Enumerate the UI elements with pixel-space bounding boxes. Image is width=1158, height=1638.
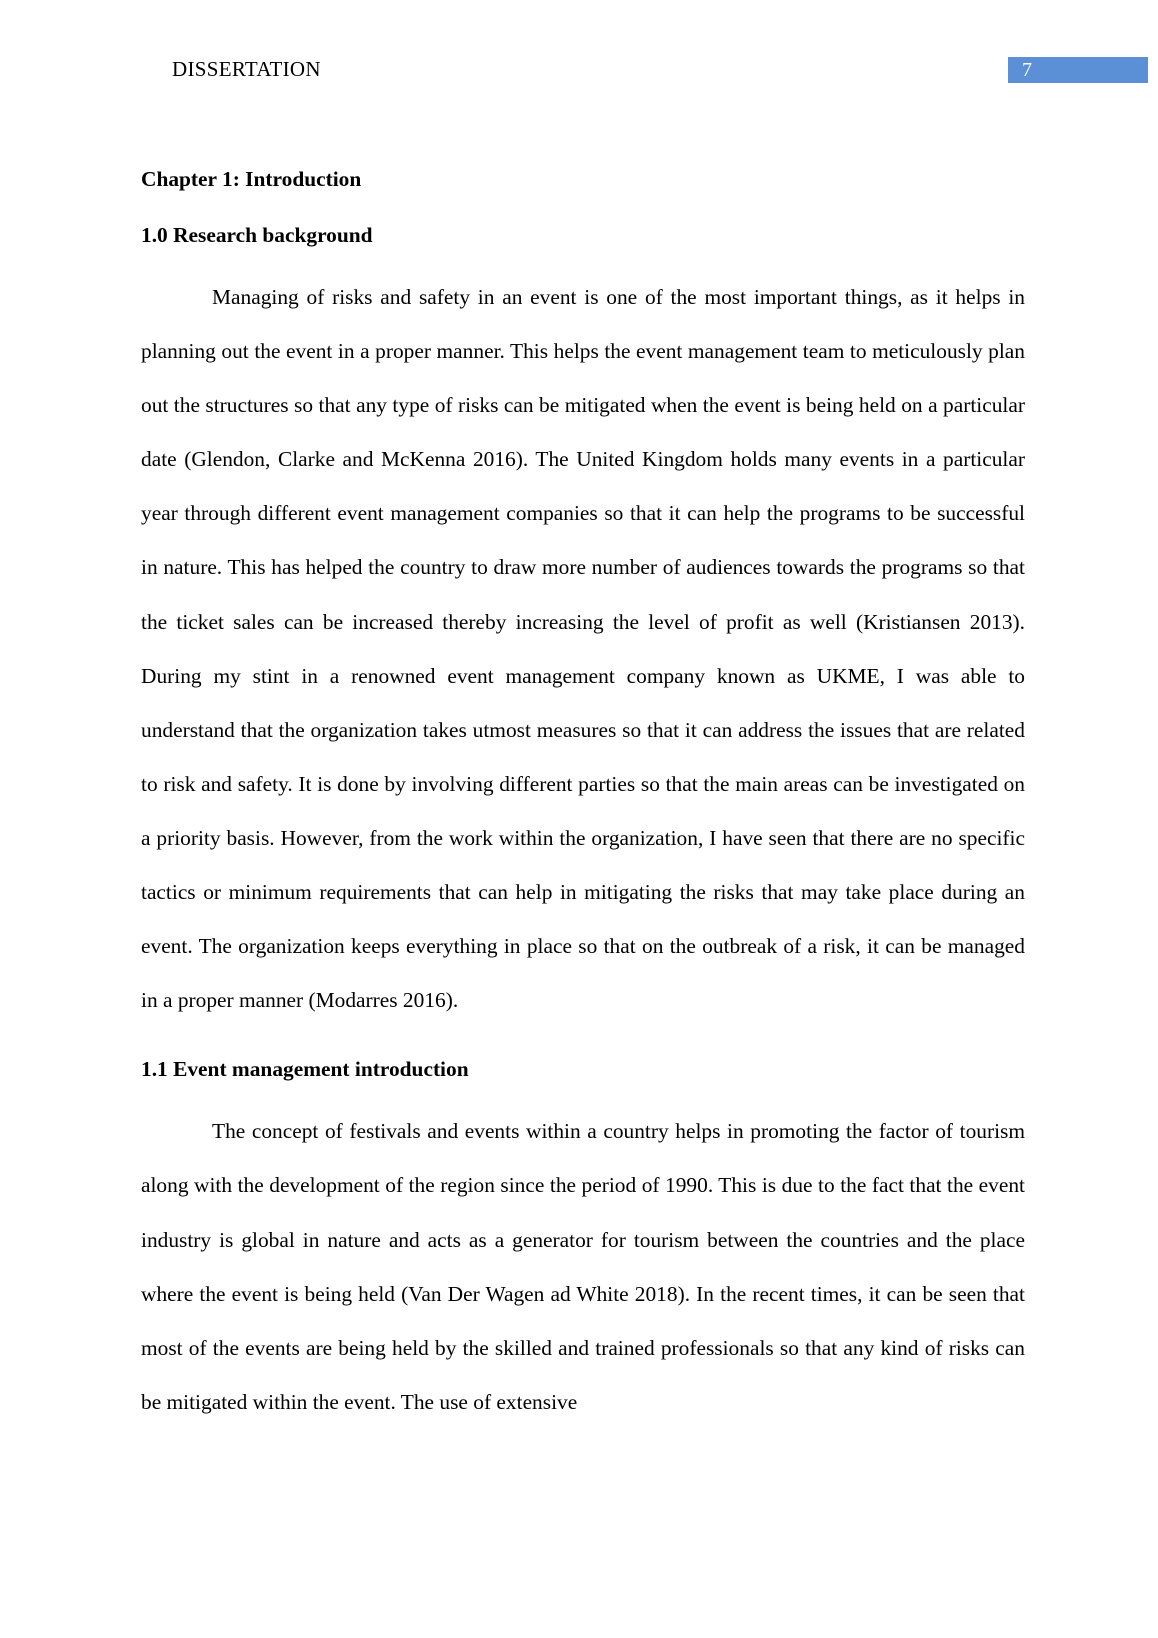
page-number: 7 — [1008, 57, 1148, 83]
section-event-management-introduction — [141, 1050, 1025, 1429]
section-heading: 1.0 Research background — [141, 223, 373, 247]
document-body — [141, 160, 1025, 1429]
section-research-background — [141, 216, 1025, 1027]
chapter-title: Chapter 1: Introduction — [141, 167, 362, 191]
body-paragraph: The concept of festivals and events within a country helps in promoting the factor of tourism along with the development of the region since the period of 1990. This is due to the fact that the event industry is global in nature and acts as a generator for tourism between the countries and the place where the event is being held (Van Der Wagen ad White 2018). In the recent times, it can be seen that most of the events are being held by the skilled and trained professionals so that any kind of risks can be mitigated within the event. The use of extensive — [141, 1119, 1025, 1414]
body-paragraph: Managing of risks and safety in an event is one of the most important things, as it helps in planning out the event in a proper manner. This helps the event management team to meticulously plan out the structures so that any type of risks can be mitigated when the event is being held on a particular date (Glendon, Clarke and McKenna 2016). The United Kingdom holds many events in a particular year through different event management companies so that it can help the programs to be successful in nature. This has helped the country to draw more number of audiences towards the programs so that the ticket sales can be increased thereby increasing the level of profit as well (Kristiansen 2013). During my stint in a renowned event management company known as UKME, I was able to understand that the organization takes utmost measures so that it can address the issues that are related to risk and safety. It is done by involving different parties so that the main areas can be investigated on a priority basis. However, from the work within the organization, I have seen that there are no specific tactics or minimum requirements that can help in mitigating the risks that may take place during an event. The organization keeps everything in place so that on the outbreak of a risk, it can be managed in a proper manner (Modarres 2016). — [141, 285, 1025, 1013]
running-head: DISSERTATION — [172, 57, 321, 81]
section-heading: 1.1 Event management introduction — [141, 1057, 469, 1082]
